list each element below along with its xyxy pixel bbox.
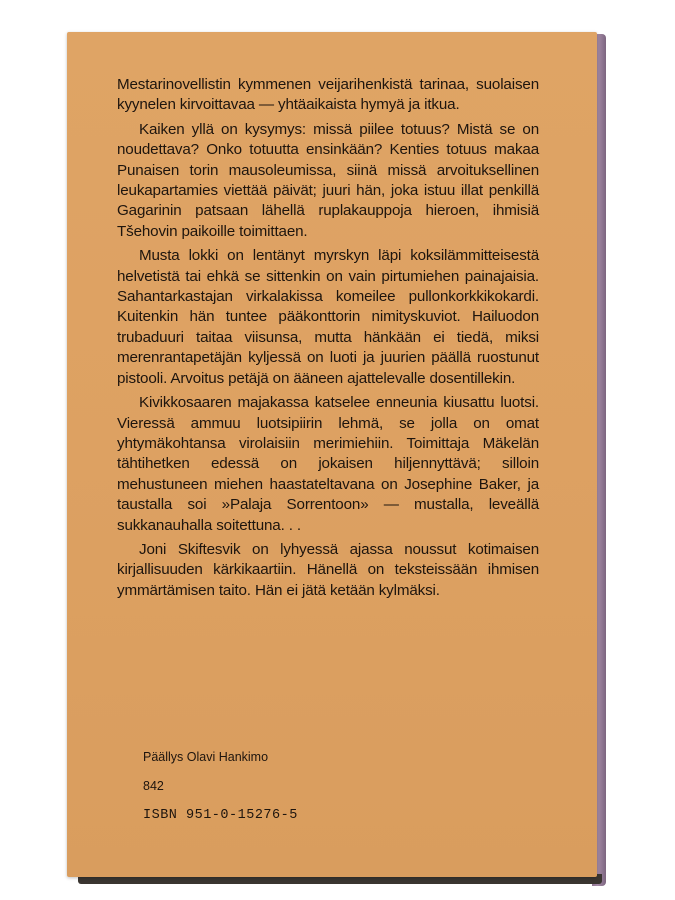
blurb-paragraph-5: Joni Skiftesvik on lyhyessä ajassa noussut kotimaisen kirjallisuuden kärkikaartiin. Hänellä on teksteissään ihmisen ymmärtämisen taito. Hän ei jätä ketään kylmäksi. xyxy=(117,540,539,599)
blurb-paragraph-1: Mestarinovellistin kymmenen veijarihenkistä tarinaa, suolaisen kyynelen kirvoittavaa — yhtäaikaista hymyä ja itkua. xyxy=(117,76,539,114)
blurb-paragraph-4: Kivikkosaaren majakassa katselee enneunia kiusattu luotsi. Vieressä ammuu luotsipiirin lehmä, se jolla on omat yhtymäkohtansa virolaisiin merimiehiin. Toimittaja Mäkelän tähtihetken edessä on jokaisen hiljennyttävä; silloin mehustuneen miehen haastateltavana on Josephine Baker, ja taustalla soi »Palaja Sorrentoon» — mustalla, leveällä sukkanauhalla soitettuna. . . xyxy=(117,394,539,534)
blurb-text xyxy=(117,75,539,605)
blurb-paragraph-2: Kaiken yllä on kysymys: missä piilee totuus? Mistä se on noudettava? Onko totuutta ensinkään? Kenties totuus makaa Punaisen torin mausoleumissa, siinä missä arvoituksellinen leukapartamies viettää päivät; juuri hän, joka istuu illat penkillä Gagarinin patsaan lähellä ruplakauppoja hieroen, ihmisiä Tšehovin paikoille toimittaen. xyxy=(117,120,539,240)
isbn-number: ISBN 951-0-15276-5 xyxy=(143,808,298,823)
credits-block xyxy=(143,750,298,838)
cover-design-credit: Päällys Olavi Hankimo xyxy=(143,750,269,764)
blurb-paragraph-3: Musta lokki on lentänyt myrskyn läpi koksilämmitteisestä helvetistä tai ehkä se sittenkin on vain pirtumiehen painajaisia. Sahantarkastajan virkalakissa komeilee pullonkorkkikokardi. Kuitenkin hän tuntee pääkonttorin nimityskuviot. Hailuodon trubaduuri taitaa viisunsa, mutta hänkään ei tiedä, miksi merenrantapetäjän kyljessä on luoti ja juurien päällä ruostunut pistooli. Arvoitus petäjä on ääneen ajattelevalle dosentillekin. xyxy=(117,247,539,387)
series-number: 842 xyxy=(143,779,164,793)
